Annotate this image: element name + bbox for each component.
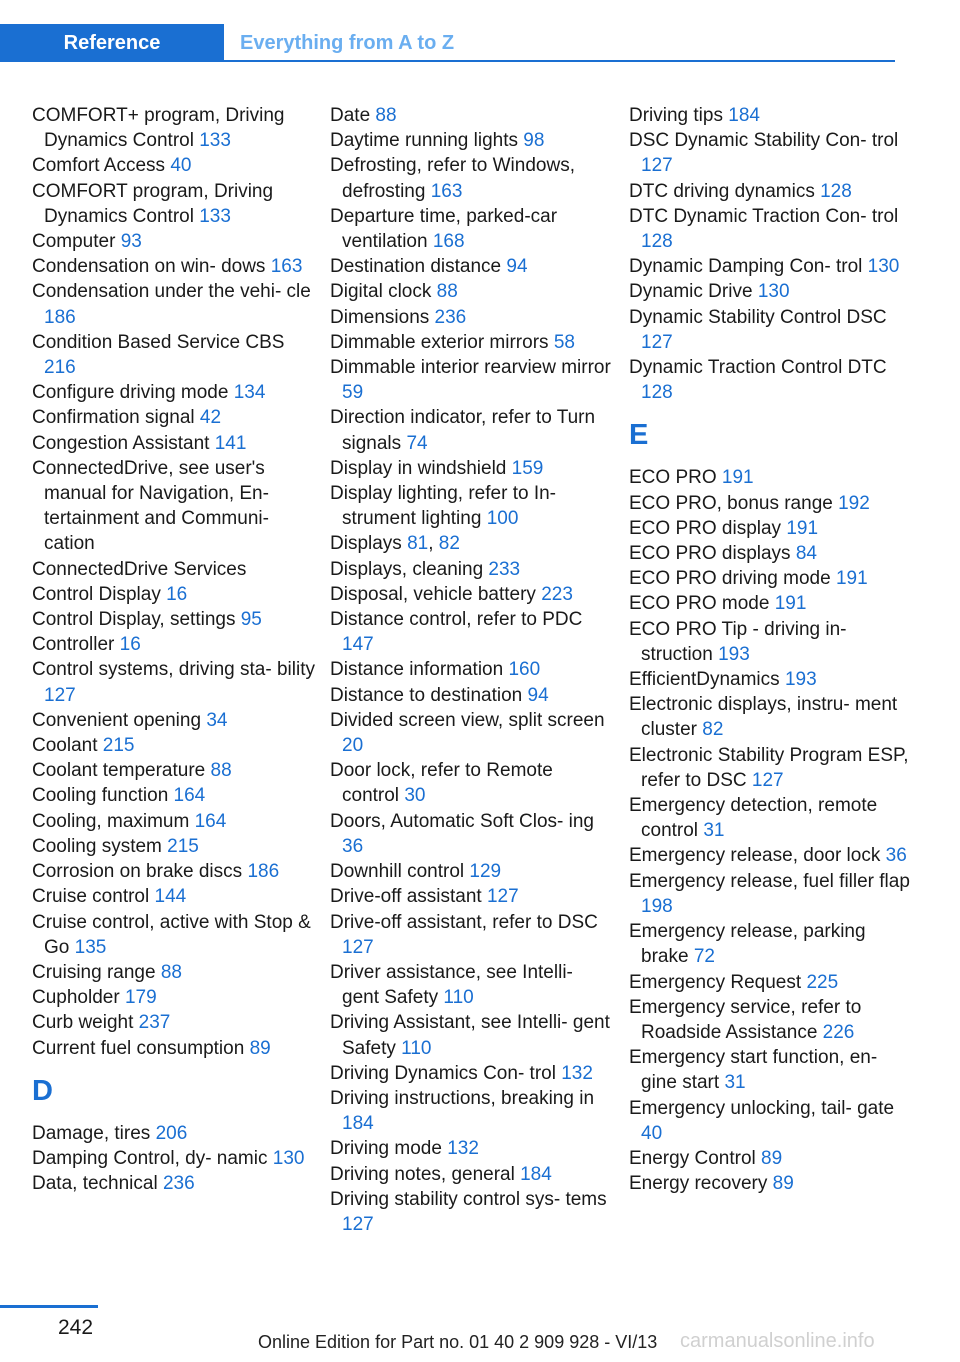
index-entry bbox=[32, 859, 316, 884]
index-entry bbox=[330, 481, 614, 531]
page-link[interactable]: 135 bbox=[74, 936, 107, 958]
index-entry-text: Energy recovery bbox=[629, 1173, 768, 1195]
index-letter-heading: D bbox=[32, 1074, 53, 1107]
index-entry bbox=[629, 1096, 913, 1146]
index-entry-text: Confirmation signal bbox=[32, 407, 195, 429]
page-link[interactable]: 128 bbox=[820, 180, 852, 202]
page-link[interactable]: 130 bbox=[757, 281, 790, 303]
index-entry-text: DSC Dynamic Stability Con‐ trol bbox=[629, 130, 899, 152]
page-link[interactable]: 94 bbox=[527, 684, 549, 706]
index-entry-text: Distance control, refer to PDC bbox=[330, 609, 583, 631]
page-link[interactable]: 74 bbox=[406, 432, 428, 454]
index-entry-text: Displays, cleaning bbox=[330, 558, 484, 580]
page-link[interactable]: 98 bbox=[523, 130, 545, 152]
page-link[interactable]: 225 bbox=[806, 971, 839, 993]
index-entry bbox=[330, 1010, 614, 1060]
index-entry-text: Control systems, driving sta‐ bility bbox=[32, 659, 315, 681]
index-entry-text: Emergency Request bbox=[629, 971, 802, 993]
page-link[interactable]: 40 bbox=[641, 1122, 663, 1144]
index-entry bbox=[629, 1146, 913, 1171]
index-entry bbox=[32, 254, 316, 279]
page-link[interactable]: 144 bbox=[154, 886, 187, 908]
page-link[interactable]: 127 bbox=[641, 331, 673, 353]
index-entry bbox=[330, 582, 614, 607]
index-entry-text: Dynamic Drive bbox=[629, 281, 753, 303]
page-link[interactable]: 127 bbox=[486, 886, 519, 908]
page-link[interactable]: 186 bbox=[247, 861, 280, 883]
index-entry-text: Displays bbox=[330, 533, 402, 555]
index-entry bbox=[629, 995, 913, 1045]
index-entry-text: Drive-off assistant bbox=[330, 886, 482, 908]
page-link[interactable]: 184 bbox=[342, 1113, 374, 1135]
index-entry-text: Electronic Stability Program ESP, refer to DSC bbox=[629, 744, 909, 791]
footer-rule bbox=[0, 1305, 98, 1308]
index-entry-text: Doors, Automatic Soft Clos‐ ing bbox=[330, 810, 594, 832]
page-link[interactable]: 36 bbox=[885, 845, 907, 867]
page-link[interactable]: 110 bbox=[401, 1037, 432, 1059]
index-entry bbox=[330, 657, 614, 682]
index-entry-text: Comfort Access bbox=[32, 155, 166, 177]
index-entry bbox=[32, 1036, 316, 1061]
page-link[interactable]: 130 bbox=[272, 1147, 305, 1169]
index-entry-text: Condensation on win‐ dows bbox=[32, 256, 266, 278]
index-entry-text: Driving tips bbox=[629, 105, 723, 126]
index-entry-text: Condition Based Service CBS bbox=[32, 331, 285, 353]
page-link[interactable]: 88 bbox=[436, 281, 458, 303]
page-link[interactable]: 159 bbox=[511, 457, 544, 479]
page-link[interactable]: 58 bbox=[553, 331, 575, 353]
index-entry-text: Condensation under the vehi‐ cle bbox=[32, 281, 311, 303]
index-entry-text: Dimmable exterior mirrors bbox=[330, 331, 549, 353]
page-link[interactable]: 59 bbox=[342, 382, 364, 404]
index-entry-text: Departure time, parked-car ventilation bbox=[330, 205, 558, 253]
index-entry bbox=[629, 305, 913, 355]
index-entry-text: Data, technical bbox=[32, 1173, 158, 1195]
index-entry-text: Cooling system bbox=[32, 835, 162, 857]
page-number: 242 bbox=[58, 1316, 94, 1339]
index-entry-text: Emergency start function, en‐ gine start bbox=[629, 1047, 878, 1094]
index-entry bbox=[330, 204, 614, 254]
page-link[interactable]: 31 bbox=[703, 820, 725, 842]
index-entry-text: Driving mode bbox=[330, 1138, 442, 1160]
index-entry bbox=[330, 355, 614, 405]
page-link[interactable]: 206 bbox=[155, 1122, 188, 1144]
index-entry bbox=[629, 591, 913, 616]
page-link[interactable]: 133 bbox=[199, 205, 231, 227]
page-link[interactable]: 82 bbox=[702, 719, 724, 741]
page-link[interactable]: 82 bbox=[438, 533, 460, 555]
page-link[interactable]: 233 bbox=[488, 558, 521, 580]
page-link[interactable]: 163 bbox=[270, 256, 303, 278]
index-entry bbox=[32, 582, 316, 607]
index-entry-text: Emergency detection, remote control bbox=[629, 795, 878, 842]
index-entry-text: Display in windshield bbox=[330, 457, 507, 479]
page-link[interactable]: 128 bbox=[641, 382, 673, 404]
index-entry bbox=[629, 128, 913, 178]
page-link[interactable]: 236 bbox=[434, 306, 467, 328]
index-entry-text: Emergency release, fuel filler flap bbox=[629, 870, 910, 892]
index-entry-text: ECO PRO mode bbox=[629, 593, 770, 615]
index-entry bbox=[32, 758, 316, 783]
page-link[interactable]: 191 bbox=[786, 517, 819, 539]
index-entry bbox=[330, 279, 614, 304]
page-link[interactable]: 88 bbox=[210, 760, 232, 782]
index-entry: Displays 81, 82 bbox=[330, 533, 460, 555]
index-entry bbox=[32, 884, 316, 909]
page-link[interactable]: 84 bbox=[795, 543, 817, 565]
index-entry-text: Control Display, settings bbox=[32, 609, 236, 631]
page-link[interactable]: 40 bbox=[170, 155, 192, 177]
page-link[interactable]: 89 bbox=[761, 1147, 783, 1169]
page-link[interactable]: 192 bbox=[838, 492, 870, 514]
index-entry bbox=[629, 843, 913, 868]
page-link[interactable]: 88 bbox=[160, 961, 182, 983]
index-entry-text: Direction indicator, refer to Turn signals bbox=[330, 407, 596, 454]
page-link[interactable]: 16 bbox=[166, 583, 188, 605]
page-link[interactable]: 191 bbox=[835, 568, 868, 590]
page-link[interactable]: 186 bbox=[44, 306, 76, 328]
page-link[interactable]: 164 bbox=[173, 785, 206, 807]
page-link[interactable]: 100 bbox=[486, 508, 519, 530]
index-entry-text: Daytime running lights bbox=[330, 130, 518, 152]
index-entry-text: Distance to destination bbox=[330, 684, 523, 706]
index-column-1 bbox=[32, 103, 316, 1196]
page-link[interactable]: 134 bbox=[233, 382, 266, 404]
page-link[interactable]: 31 bbox=[724, 1072, 746, 1094]
index-entry-text: Current fuel consumption bbox=[32, 1037, 245, 1059]
index-entry bbox=[32, 1010, 316, 1035]
index-entry bbox=[629, 617, 913, 667]
page-link[interactable]: 184 bbox=[728, 105, 760, 126]
index-entry bbox=[629, 279, 913, 304]
index-entry bbox=[32, 1121, 316, 1146]
page-link[interactable]: 236 bbox=[162, 1173, 195, 1195]
index-entry bbox=[330, 809, 614, 859]
page-link[interactable]: 132 bbox=[561, 1062, 593, 1084]
index-entry-text: ECO PRO Tip - driving in‐ struction bbox=[629, 618, 847, 665]
index-entry bbox=[629, 667, 913, 692]
page-link[interactable]: 193 bbox=[784, 669, 817, 691]
page-link[interactable]: 34 bbox=[206, 709, 228, 731]
page-link[interactable]: 72 bbox=[693, 946, 715, 968]
index-entry-text: Cooling, maximum bbox=[32, 810, 190, 832]
page-link[interactable]: 191 bbox=[721, 467, 754, 489]
page-link[interactable]: 132 bbox=[447, 1138, 479, 1160]
page-link[interactable]: 226 bbox=[822, 1021, 855, 1043]
index-entry-text: Configure driving mode bbox=[32, 382, 229, 404]
page-link[interactable]: 179 bbox=[124, 987, 157, 1009]
header-section-title: Reference bbox=[63, 32, 161, 54]
index-entry-text: Emergency release, parking brake bbox=[629, 921, 866, 968]
page-link[interactable]: 30 bbox=[404, 785, 426, 807]
index-entry-text: ECO PRO bbox=[629, 467, 717, 489]
index-entry-text: Control Display bbox=[32, 583, 161, 605]
index-entry bbox=[32, 809, 316, 834]
index-entry bbox=[32, 405, 316, 430]
index-entry-text: ECO PRO display bbox=[629, 517, 782, 539]
index-entry bbox=[32, 431, 316, 456]
index-entry bbox=[32, 607, 316, 632]
index-entry bbox=[32, 985, 316, 1010]
page-link[interactable]: 129 bbox=[469, 861, 502, 883]
page-link[interactable]: 193 bbox=[718, 643, 750, 665]
index-entry bbox=[32, 708, 316, 733]
index-entry bbox=[32, 834, 316, 859]
index-entry-text: Damping Control, dy‐ namic bbox=[32, 1147, 268, 1169]
index-entry-text: Cooling function bbox=[32, 785, 169, 807]
index-entry-text: Disposal, vehicle battery bbox=[330, 583, 536, 605]
index-entry bbox=[330, 960, 614, 1010]
index-entry bbox=[32, 657, 316, 707]
index-entry bbox=[330, 859, 614, 884]
index-entry bbox=[32, 456, 316, 557]
index-entry-text: ECO PRO driving mode bbox=[629, 568, 831, 590]
page-link[interactable]: 237 bbox=[138, 1012, 171, 1034]
index-entry-text: Driving notes, general bbox=[330, 1163, 515, 1185]
index-entry bbox=[629, 1045, 913, 1095]
index-entry bbox=[330, 1061, 614, 1086]
index-entry-text: Destination distance bbox=[330, 256, 502, 278]
index-entry-text: Emergency unlocking, tail‐ gate bbox=[629, 1097, 895, 1119]
index-entry-text: Congestion Assistant bbox=[32, 432, 210, 454]
index-entry-text: ConnectedDrive, see user's manual for Navigation, En‐ tertainment and Communi‐ cation bbox=[32, 457, 269, 555]
index-entry bbox=[330, 305, 614, 330]
index-entry-text: DTC Dynamic Traction Con‐ trol bbox=[629, 205, 899, 227]
index-entry bbox=[330, 1086, 614, 1136]
index-entry-text: Corrosion on brake discs bbox=[32, 861, 243, 883]
index-entry bbox=[32, 960, 316, 985]
page-link[interactable]: 184 bbox=[520, 1163, 552, 1185]
page-link[interactable]: 127 bbox=[751, 769, 784, 791]
index-entry-text: Defrosting, refer to Windows, defrosting bbox=[330, 155, 575, 202]
page-link[interactable]: 133 bbox=[199, 130, 231, 152]
index-entry bbox=[32, 557, 316, 582]
index-entry bbox=[330, 884, 614, 909]
index-entry-text: ECO PRO, bonus range bbox=[629, 492, 833, 514]
page-link[interactable]: 164 bbox=[194, 810, 227, 832]
index-entry-text: EfficientDynamics bbox=[629, 669, 780, 691]
index-entry-text: Coolant bbox=[32, 735, 98, 757]
index-entry-text: Downhill control bbox=[330, 861, 465, 883]
index-entry bbox=[330, 683, 614, 708]
index-entry bbox=[629, 355, 913, 405]
page-link[interactable]: 223 bbox=[541, 583, 573, 605]
index-entry-text: Digital clock bbox=[330, 281, 432, 303]
page-header bbox=[0, 0, 960, 62]
index-entry bbox=[330, 607, 614, 657]
index-entry bbox=[32, 1171, 316, 1196]
index-entry bbox=[629, 541, 913, 566]
page-link[interactable]: 81 bbox=[407, 533, 429, 555]
index-entry bbox=[330, 153, 614, 203]
index-entry bbox=[32, 279, 316, 329]
index-entry bbox=[32, 910, 316, 960]
page-link[interactable]: 127 bbox=[342, 936, 374, 958]
page-link[interactable]: 95 bbox=[240, 609, 262, 631]
index-entry bbox=[32, 1146, 316, 1171]
index-letter-heading: E bbox=[629, 419, 649, 452]
index-entry bbox=[629, 465, 913, 490]
index-entry bbox=[32, 733, 316, 758]
index-entry-text: Cruise control bbox=[32, 886, 150, 908]
page-link[interactable]: 127 bbox=[44, 684, 76, 706]
index-entry-text: Distance information bbox=[330, 659, 504, 681]
index-entry-text: Driving stability control sys‐ tems bbox=[330, 1188, 607, 1210]
index-entry bbox=[629, 692, 913, 742]
page-link[interactable]: 215 bbox=[167, 835, 199, 857]
page-link[interactable]: 89 bbox=[249, 1037, 271, 1059]
edition-note: Online Edition for Part no. 01 40 2 909 928 - VI/13 bbox=[258, 1332, 658, 1352]
index-entry bbox=[32, 153, 316, 178]
index-entry-text: Electronic displays, instru‐ ment cluster bbox=[629, 694, 898, 741]
index-entry-text: Drive-off assistant, refer to DSC bbox=[330, 911, 598, 933]
index-entry bbox=[32, 103, 316, 153]
index-entry-text: COMFORT program, Driving Dynamics Control bbox=[32, 180, 274, 227]
page-link[interactable]: 128 bbox=[641, 231, 673, 253]
index-entry bbox=[330, 456, 614, 481]
index-entry-text: Driving Assistant, see Intelli‐ gent Safety bbox=[330, 1012, 610, 1059]
page-link[interactable]: 89 bbox=[772, 1173, 794, 1195]
page-link[interactable]: 36 bbox=[342, 835, 364, 857]
index-entry-text: Computer bbox=[32, 231, 116, 253]
page-link[interactable]: 93 bbox=[120, 231, 142, 253]
page-link[interactable]: 163 bbox=[430, 180, 463, 202]
index-entry bbox=[629, 743, 913, 793]
index-column-3 bbox=[629, 103, 913, 1196]
index-entry bbox=[629, 179, 913, 204]
index-entry-text: Dynamic Stability Control DSC bbox=[629, 306, 887, 328]
page-link[interactable]: 191 bbox=[774, 593, 807, 615]
index-entry-text: Emergency service, refer to Roadside Assistance bbox=[629, 996, 862, 1043]
index-entry bbox=[629, 793, 913, 843]
page-link[interactable]: 168 bbox=[432, 231, 465, 253]
index-entry bbox=[32, 179, 316, 229]
index-entry bbox=[330, 128, 614, 153]
index-entry-text: Cruising range bbox=[32, 961, 156, 983]
page-link[interactable]: 94 bbox=[506, 256, 528, 278]
index-entry-text: Cruise control, active with Stop & Go bbox=[32, 911, 311, 958]
index-entry bbox=[32, 229, 316, 254]
page-link[interactable]: 216 bbox=[44, 357, 76, 379]
index-entry-text: Curb weight bbox=[32, 1012, 134, 1034]
index-entry bbox=[330, 1187, 614, 1237]
index-entry-text: Dimmable interior rearview mirror bbox=[330, 357, 611, 379]
index-entry-text: Display lighting, refer to In‐ strument lighting bbox=[330, 483, 556, 530]
index-entry bbox=[629, 204, 913, 254]
index-entry-text: Driving Dynamics Con‐ trol bbox=[330, 1062, 556, 1084]
index-entry-text: ConnectedDrive Services bbox=[32, 558, 247, 580]
index-entry bbox=[629, 869, 913, 919]
watermark: carmanualsonline.info bbox=[680, 1330, 875, 1352]
index-entry-text: Dynamic Traction Control DTC bbox=[629, 357, 887, 379]
page-link[interactable]: 147 bbox=[342, 634, 374, 656]
index-entry-text: Convenient opening bbox=[32, 709, 202, 731]
index-entry bbox=[330, 1136, 614, 1161]
index-entry-text: Driving instructions, breaking in bbox=[330, 1087, 595, 1109]
index-entry bbox=[330, 103, 614, 128]
index-entry bbox=[629, 254, 913, 279]
index-entry bbox=[330, 557, 614, 582]
index-entry-text: Date bbox=[330, 105, 371, 126]
index-entry-text: Energy Control bbox=[629, 1147, 756, 1169]
index-entry-text: Door lock, refer to Remote control bbox=[330, 760, 553, 807]
page-link[interactable]: 42 bbox=[199, 407, 222, 429]
page-link[interactable]: 141 bbox=[214, 432, 247, 454]
index-column-2 bbox=[330, 103, 614, 1237]
index-entry-text: Controller bbox=[32, 634, 115, 656]
index-entry-text: Coolant temperature bbox=[32, 760, 206, 782]
index-entry-text: Emergency release, door lock bbox=[629, 845, 881, 867]
index-entry bbox=[32, 330, 316, 380]
index-entry-text: Cupholder bbox=[32, 987, 120, 1009]
page-link[interactable]: 88 bbox=[375, 105, 397, 126]
page-link[interactable]: 130 bbox=[867, 256, 900, 278]
index-entry bbox=[32, 632, 316, 657]
page-link[interactable]: 20 bbox=[342, 735, 364, 757]
page-link[interactable]: 127 bbox=[342, 1213, 374, 1235]
index-entry bbox=[629, 970, 913, 995]
index-entry bbox=[629, 516, 913, 541]
index-entry bbox=[330, 1162, 614, 1187]
index-entry-text: Divided screen view, split screen bbox=[330, 709, 605, 731]
index-entry bbox=[629, 103, 913, 128]
page-link[interactable]: 127 bbox=[641, 155, 673, 177]
page-link[interactable]: 160 bbox=[508, 659, 541, 681]
index-entry bbox=[330, 758, 614, 808]
index-entry bbox=[330, 330, 614, 355]
index-entry bbox=[629, 566, 913, 591]
header-subtitle: Everything from A to Z bbox=[240, 32, 455, 54]
index-entry bbox=[629, 919, 913, 969]
page-link[interactable]: 215 bbox=[102, 735, 135, 757]
page-link[interactable]: 16 bbox=[119, 634, 141, 656]
index-entry-text: ECO PRO displays bbox=[629, 543, 791, 565]
index-entry-text: COMFORT+ program, Driving Dynamics Control bbox=[32, 105, 285, 152]
index-entry bbox=[330, 405, 614, 455]
page-link[interactable]: 198 bbox=[641, 895, 673, 917]
index-entry bbox=[330, 254, 614, 279]
index-entry-text: Damage, tires bbox=[32, 1122, 151, 1144]
index-entry-text: DTC driving dynamics bbox=[629, 180, 815, 202]
index-entry bbox=[32, 783, 316, 808]
index-entry bbox=[330, 910, 614, 960]
index-entry bbox=[629, 491, 913, 516]
index-entry bbox=[32, 380, 316, 405]
page-link[interactable]: 110 bbox=[443, 987, 474, 1009]
index-entry-text: Dynamic Damping Con‐ trol bbox=[629, 256, 863, 278]
index-entry-text: Dimensions bbox=[330, 306, 430, 328]
index-entry-text: Driver assistance, see Intelli‐ gent Safety bbox=[330, 961, 573, 1009]
index-entry bbox=[330, 708, 614, 758]
index-entry bbox=[629, 1171, 913, 1196]
